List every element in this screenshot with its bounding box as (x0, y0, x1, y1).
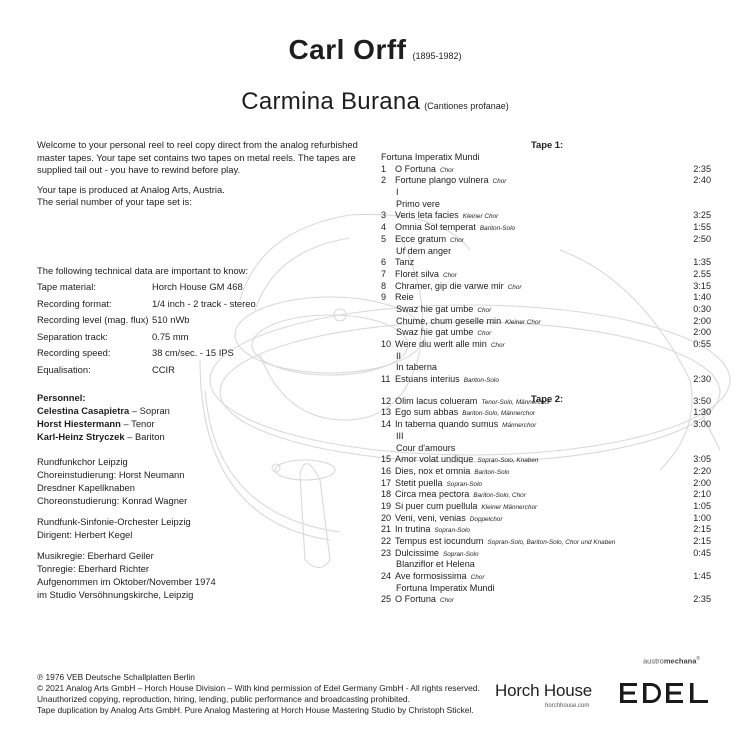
track-performer: Bariton-Solo (474, 468, 510, 476)
track-performer: Doppelchor (469, 515, 503, 523)
section-row (381, 199, 711, 211)
track-title (395, 292, 414, 304)
track-title-text: Cour d'amours (396, 442, 456, 453)
track-row (381, 454, 711, 466)
tech-value: 0.75 mm (152, 330, 189, 342)
tech-label: Separation track: (37, 330, 108, 342)
track-row (381, 210, 711, 222)
track-title (396, 431, 404, 443)
choir-line: Rundfunkchor Leipzig (37, 456, 128, 467)
choir-line: Dresdner Kapellknaben (37, 481, 135, 493)
track-performer: Chor (492, 178, 507, 186)
track-row (381, 548, 711, 560)
track-number: 12 (381, 395, 392, 406)
track-number: 11 (381, 374, 391, 385)
tech-label: Recording speed: (37, 347, 111, 359)
track-performer: Chor (439, 166, 454, 174)
track-row (381, 374, 711, 386)
intro-paragraph: Welcome to your personal reel to reel copy direct from the analog refurbished master tapes. Your tape set contains two tapes on metal reels. The tapes are supplied tail out - you have to rewind before play. (37, 139, 358, 176)
track-performer: Chor (439, 597, 454, 605)
track-number: 18 (381, 489, 392, 500)
track-title-text: II (396, 350, 402, 361)
track-title-text: Uf dem anger (396, 245, 452, 256)
track-number: 23 (381, 547, 392, 558)
track-number: 19 (381, 500, 392, 511)
track-title-text: Veni, veni, venias (395, 512, 466, 523)
track-row (381, 175, 711, 187)
track-number: 5 (381, 233, 387, 244)
track-title-text: Were diu werlt alle min (395, 339, 487, 349)
track-number: 3 (381, 210, 387, 221)
track-title-text: Swaz hie gat umbe (396, 303, 474, 314)
track-performer: Bariton-Solo, Chor (473, 492, 526, 500)
tracklist: Tape 1: Fortuna Imperatix Mundi 1 O Fortuna Chor 2:35 2 Fortune plango vulnera Chor 2:40 I Primo vere 3 Veris leta facies Kleiner Chor 3:25 4 Omnia Sol temperat Bariton-Solo 1:55 5 Ecce gratum Chor 2:50 Uf dem anger 6 Tanz 1:35 7 Floret silva Chor 2.55 8 Chramer, gip die varwe mir Chor 3:15 9 Reie 1:40 Swaz hie gat umbe Chor 0:30 Chume, chum geselle min Kleiner Chor 2:00 Swaz hie gat umbe Chor 2:00 10 Were diu werlt alle min Chor 0:55 II In taberna 11 Estuans interius Bariton-Solo 2:30 Tape 2: 12 Olim lacus colueram Tenor-Solo, Männerchor 3:50 13 Ego sum abbas Bariton-Solo, Männerchor 1:30 14 In taberna quando sumus Männerchor 3:00 III Cour d'amours 15 Amor volat undique Sopran-Solo, Knaben 3:05 16 Dies, nox et omnia Bariton-Solo 2:20 17 Stetit puella Sopran-Solo 2:00 18 Circa mea pectora Bariton-Solo, Chor 2:10 19 Si puer cum puellula Kleiner Männerchor 1:05 20 Veni, veni, venias Doppelchor 1:00 21 In trutina Sopran-Solo 2:15 22 Tempus est iocundum Sopran-Solo, Bariton-Solo, Chor und Knaben 2:15 23 Dulcissime Sopran-Solo 0:45 Blanziflor et Helena 24 Ave formosissima Chor 1:45 Fortuna Imperatix Mundi 25 O Fortuna Chor 2:35 (381, 152, 711, 606)
track-title-text: Amor volat undique (395, 454, 474, 465)
track-duration: 2:40 (693, 175, 711, 186)
composer-heading (0, 34, 750, 66)
track-title-text: Veris leta facies (395, 210, 459, 221)
track-number: 21 (381, 524, 392, 535)
track-duration: 2:15 (693, 536, 711, 546)
track-row (381, 513, 711, 525)
track-performer: Kleiner Männerchor (481, 503, 538, 511)
section-row (381, 431, 711, 443)
footer-legal (37, 672, 480, 716)
track-duration: 2:00 (693, 477, 711, 488)
track-number: 4 (381, 222, 387, 233)
track-number: 8 (381, 280, 387, 291)
track-title-text: I (396, 187, 399, 198)
production-line: Aufgenommen im Oktober/November 1974 (37, 575, 216, 587)
track-duration: 2:10 (693, 489, 711, 500)
track-duration: 3:25 (693, 210, 711, 221)
tech-label: Tape material: (37, 281, 96, 292)
work-title: Carmina Burana (241, 88, 421, 115)
section-row (381, 351, 711, 363)
track-title-text: Chramer, gip die varwe mir (395, 280, 504, 291)
horch-house-logo: Horch House (495, 681, 593, 700)
track-title-text: Si puer cum puellula (395, 500, 478, 511)
tech-label: Recording format: (37, 297, 112, 309)
soloist-row (37, 431, 170, 444)
track-title (396, 187, 399, 199)
track-number: 25 (381, 594, 392, 605)
track-duration: 2:00 (693, 327, 711, 338)
section-row (381, 187, 711, 199)
production-line: Tonregie: Eberhard Richter (37, 562, 150, 574)
track-duration: 2:30 (693, 374, 711, 385)
tech-value: CCIR (152, 363, 175, 375)
track-duration: 0:55 (693, 339, 711, 349)
track-title-text: Floret silva (395, 268, 439, 279)
track-performer: Sopran-Solo (434, 527, 470, 535)
track-row (381, 407, 711, 419)
track-title (395, 594, 454, 607)
track-row (381, 536, 711, 548)
production-line: Musikregie: Eberhard Geiler (37, 550, 154, 561)
track-performer: Chor (470, 574, 485, 582)
track-row (381, 571, 711, 583)
tech-value: Horch House GM 468 (152, 281, 243, 292)
intro-produced: Your tape is produced at Analog Arts, Austria. (37, 183, 225, 195)
tech-value: 38 cm/sec. - 15 IPS (152, 347, 234, 359)
footer-line: ℗ 1976 VEB Deutsche Schallplatten Berlin (37, 672, 195, 682)
track-title-text: Tanz (395, 257, 415, 268)
tape2-tracks (381, 396, 711, 606)
track-title-text: Ego sum abbas (395, 407, 459, 418)
section-row (381, 246, 711, 258)
track-title-text: Tempus est iocundum (395, 536, 484, 546)
composer-name: Carl Orff (288, 34, 407, 65)
track-row (381, 478, 711, 490)
track-title-text: Reie (395, 292, 414, 303)
section-row (381, 327, 711, 339)
track-title (396, 246, 451, 258)
tech-row (37, 331, 256, 348)
track-title-text: Ecce gratum (395, 233, 447, 244)
track-title-text: Ave formosissima (395, 571, 467, 582)
track-title-text: O Fortuna (395, 594, 436, 605)
horch-house-url: horchhouse.com (545, 703, 590, 709)
austromechana-logo: austromechana® (643, 656, 701, 666)
soloist-name: Karl-Heinz Stryczek (37, 431, 125, 442)
track-title-text: Primo vere (396, 198, 440, 209)
track-number: 13 (381, 407, 392, 418)
track-duration: 2:15 (693, 524, 711, 535)
soloist-role: – Tenor (120, 418, 155, 429)
soloists-list (37, 405, 170, 444)
track-duration: 2:35 (693, 163, 711, 174)
track-performer: Sopran-Solo, Bariton-Solo, Chor und Knaben (487, 539, 616, 546)
track-title-text: O Fortuna (395, 163, 436, 174)
production-line: im Studio Versöhnungskirche, Leipzig (37, 588, 194, 600)
track-performer: Chor (507, 283, 522, 291)
tech-row (37, 347, 256, 364)
track-performer: Kleiner Chor (462, 213, 499, 221)
track-performer: Chor (477, 330, 492, 338)
track-performer: Sopran-Solo (446, 480, 483, 488)
track-duration: 2:50 (693, 233, 711, 244)
track-title-text: Swaz hie gat umbe (396, 327, 474, 338)
tech-value: 1/4 inch - 2 track - stereo (152, 297, 256, 309)
track-duration: 3:00 (693, 419, 711, 430)
production-list (37, 550, 216, 602)
track-number: 16 (381, 465, 392, 476)
track-title-text: Omnia Sol temperat (395, 222, 476, 233)
footer-line: © 2021 Analog Arts GmbH – Horch House Division – With kind permission of Edel Germany GmbH - All rights reserved. (37, 683, 480, 693)
track-performer: Bariton-Solo, Männerchor (462, 410, 536, 418)
intro-text (37, 139, 367, 209)
track-row (381, 269, 711, 281)
tech-row (37, 314, 256, 331)
track-performer: Bariton-Solo (479, 225, 516, 233)
track-row (381, 222, 711, 234)
section-row (381, 583, 711, 595)
choirs-list (37, 456, 187, 508)
track-title-text: Chume, chum geselle min (396, 315, 502, 326)
track-title (395, 257, 414, 269)
track-row (381, 594, 711, 606)
track-title-text: Circa mea pectora (395, 489, 470, 500)
track-performer: Sopran-Solo, Knaben (477, 457, 539, 465)
track-duration: 1:05 (693, 500, 711, 511)
soloist-row (37, 405, 170, 418)
track-performer: Chor (442, 271, 457, 279)
track-duration: 1:40 (693, 292, 711, 303)
track-title-text: Stetit puella (395, 477, 443, 488)
tech-label: Equalisation: (37, 363, 91, 375)
tech-row (37, 298, 256, 315)
track-row (381, 501, 711, 513)
tape1-title: Tape 1: (531, 139, 564, 150)
track-title-text: III (396, 430, 404, 441)
track-row (381, 466, 711, 478)
track-duration: 1:45 (693, 571, 711, 582)
track-duration: 3:50 (693, 395, 711, 406)
orchestra-line: Rundfunk-Sinfonie-Orchester Leipzig (37, 516, 191, 527)
section-row (381, 304, 711, 316)
soloist-role: – Sopran (129, 405, 170, 416)
tech-row (37, 281, 256, 298)
track-title-text: Olim lacus colueram (395, 395, 478, 406)
track-row (381, 396, 711, 408)
track-title-text: Fortuna Imperatix Mundi (381, 152, 480, 162)
soloist-name: Celestina Casapietra (37, 405, 130, 416)
track-duration: 0:45 (693, 547, 711, 558)
track-title (395, 374, 499, 387)
track-duration: 3:05 (693, 454, 711, 465)
track-duration: 1:35 (693, 257, 711, 268)
footer-line: Tape duplication by Analog Arts GmbH. Pure Analog Mastering at Horch House Mastering Studio by Christoph Stickel. (37, 705, 474, 715)
work-subtitle: (Cantiones profanae) (424, 101, 509, 111)
track-number: 22 (381, 536, 392, 546)
track-title-text: In taberna (396, 362, 437, 373)
track-performer: Sopran-Solo (442, 550, 479, 558)
track-title (396, 583, 495, 595)
section-row (381, 362, 711, 374)
track-number: 1 (381, 163, 387, 174)
soloist-row (37, 418, 170, 431)
work-heading (0, 88, 750, 116)
track-duration: 3:15 (693, 280, 711, 291)
track-row (381, 234, 711, 246)
track-row (381, 419, 711, 431)
technical-heading: The following technical data are important to know: (37, 265, 249, 276)
section-row (381, 316, 711, 328)
track-number: 7 (381, 268, 387, 279)
track-duration: 0:30 (693, 303, 711, 314)
tech-value: 510 nWb (152, 314, 190, 326)
tech-label: Recording level (mag. flux) (37, 314, 149, 326)
track-number: 2 (381, 175, 387, 186)
track-performer: Chor (490, 342, 505, 349)
footer-line: Unauthorized copying, reproduction, hiring, lending, public performance and broadcasting prohibited. (37, 694, 410, 704)
track-number: 6 (381, 257, 387, 268)
track-number: 10 (381, 339, 392, 349)
choir-line: Choreonstudierung: Konrad Wagner (37, 494, 188, 506)
track-row (381, 281, 711, 293)
track-title (396, 199, 440, 211)
track-title (396, 362, 437, 374)
track-number: 9 (381, 292, 387, 303)
soloist-role: – Bariton (124, 431, 165, 442)
track-performer: Bariton-Solo (463, 377, 499, 385)
soloist-name: Horst Hiestermann (37, 418, 121, 429)
track-row (381, 257, 711, 269)
track-number: 15 (381, 454, 392, 465)
track-row (381, 489, 711, 501)
track-performer: Chor (450, 236, 464, 244)
section-row (381, 152, 711, 164)
track-title (381, 152, 480, 164)
track-performer: Kleiner Chor (505, 318, 541, 326)
track-duration: 2.55 (693, 268, 711, 279)
track-performer: Tenor-Solo, Männerchor (481, 398, 550, 406)
track-performer: Chor (477, 306, 492, 314)
intro-serial: The serial number of your tape set is: (37, 196, 192, 208)
tech-row (37, 364, 256, 381)
orchestra-line: Dirigent: Herbert Kegel (37, 528, 133, 540)
section-row (381, 443, 711, 455)
track-title-text: Dies, nox et omnia (395, 465, 471, 476)
tape1-tracks (381, 152, 711, 386)
track-duration: 2:00 (693, 315, 711, 326)
track-duration: 1:55 (693, 222, 711, 233)
track-title-text: In trutina (395, 524, 431, 535)
track-title-text: Blanziflor et Helena (396, 559, 475, 570)
track-number: 17 (381, 477, 392, 488)
track-title (396, 559, 475, 571)
track-title-text: Fortune plango vulnera (395, 175, 489, 186)
edel-logo (620, 682, 712, 706)
track-title (396, 443, 455, 455)
choir-line: Choreinstudierung: Horst Neumann (37, 468, 185, 480)
track-duration: 1:00 (693, 512, 711, 523)
orchestra-list (37, 516, 191, 542)
track-performer: Männerchor (502, 422, 537, 430)
track-row (381, 292, 711, 304)
track-number: 20 (381, 512, 392, 523)
track-duration: 2:35 (693, 594, 711, 605)
track-row (381, 524, 711, 536)
track-number: 24 (381, 571, 392, 582)
track-title-text: Fortuna Imperatix Mundi (396, 582, 495, 593)
composer-years: (1895-1982) (412, 51, 462, 61)
track-row (381, 164, 711, 176)
track-title-text: Dulcissime (395, 547, 439, 558)
track-duration: 1:30 (693, 407, 711, 418)
technical-table (37, 281, 256, 381)
section-row (381, 559, 711, 571)
track-number: 14 (381, 419, 392, 430)
track-title-text: In taberna quando sumus (395, 419, 499, 430)
personnel-heading: Personnel: (37, 392, 86, 403)
track-duration: 2:20 (693, 465, 711, 476)
track-row (381, 339, 711, 351)
track-title (396, 351, 401, 363)
track-title-text: Estuans interius (395, 374, 460, 385)
